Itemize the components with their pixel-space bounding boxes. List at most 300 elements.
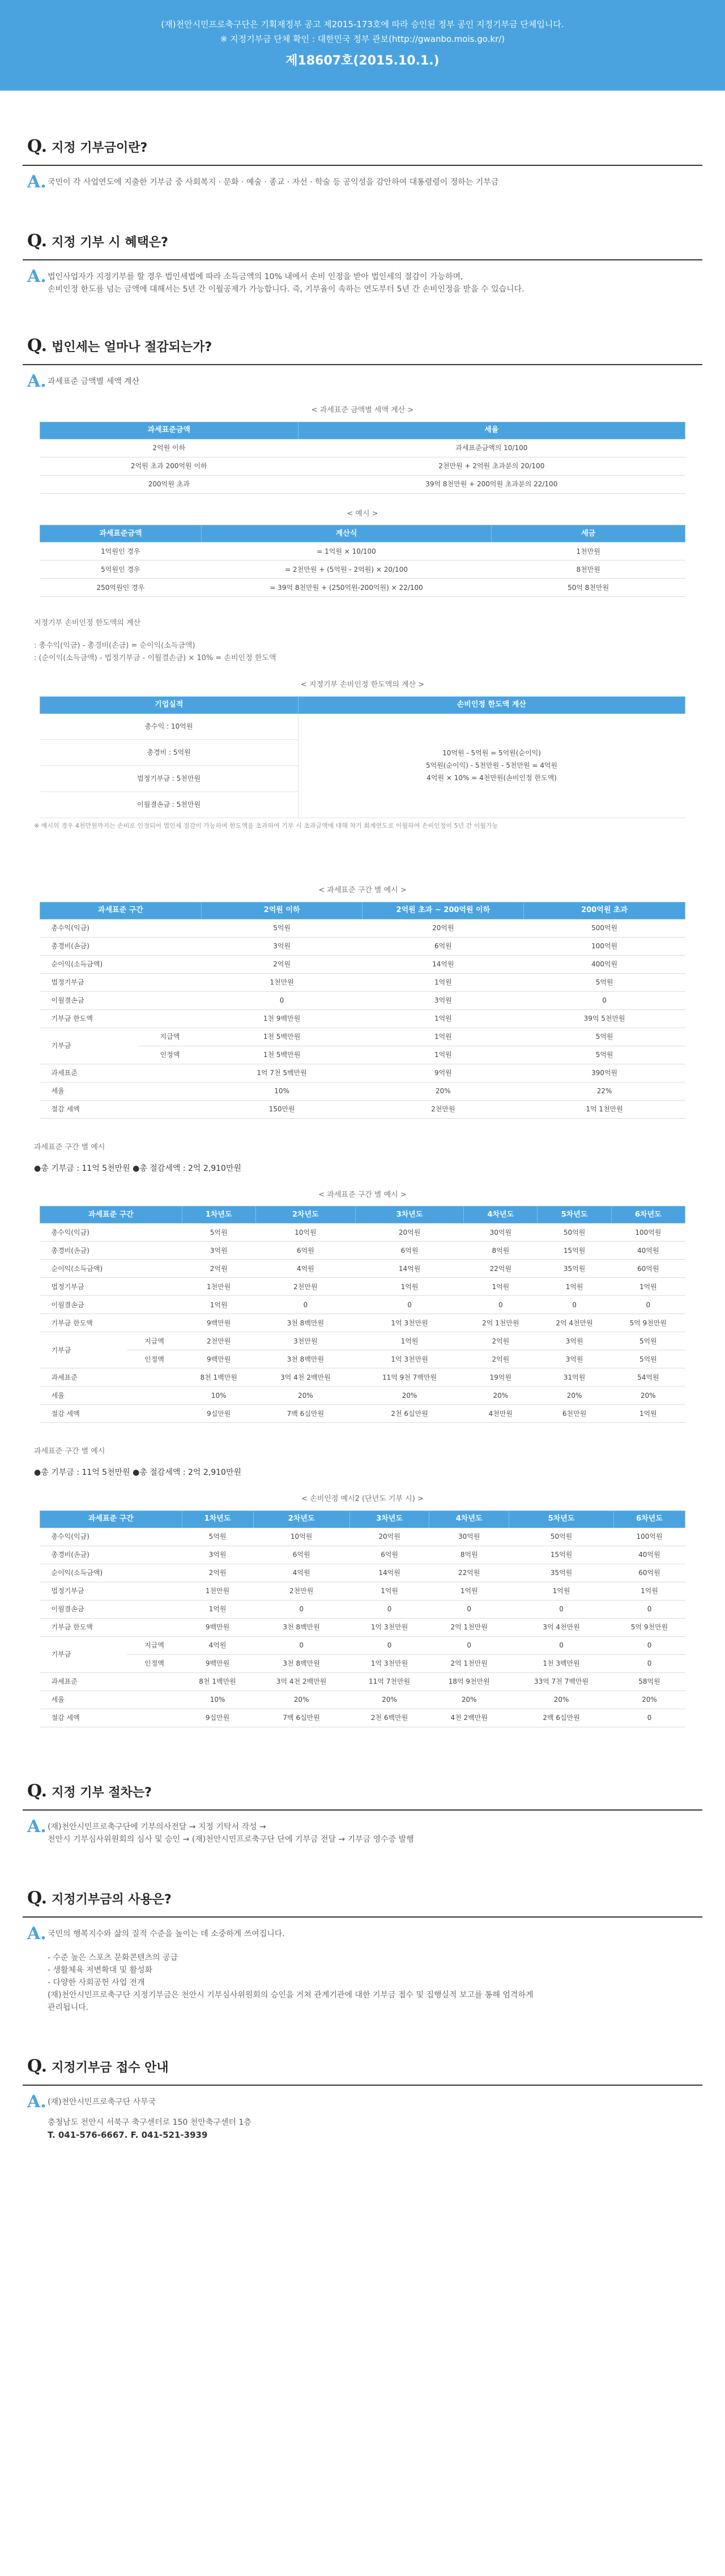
table-cell: 33억 7천 7백만원 bbox=[509, 1672, 614, 1691]
table-cell: 2억원 bbox=[201, 955, 362, 973]
table-cell: 0 bbox=[614, 1709, 685, 1727]
table-header: 6차년도 bbox=[614, 1510, 685, 1527]
table-header: 1차년도 bbox=[182, 1206, 255, 1223]
table-cell: 0 bbox=[349, 1600, 429, 1618]
table-cell: 10억원 bbox=[255, 1223, 355, 1242]
row-label: 기부금 bbox=[40, 1636, 127, 1672]
answer-line: (재)천안시민프로축구단 지정기부금은 천안시 기부심사위원회의 승인을 거쳐 관계기관에 대한 기부금 접수 및 집행실적 보고를 통해 엄격하게 bbox=[48, 1990, 534, 2000]
faq-section-4 bbox=[23, 1778, 702, 1846]
table-header: 2억원 초과 ~ 200억원 이하 bbox=[362, 902, 524, 919]
table-cell: 3억원 bbox=[201, 937, 362, 955]
table-cell: 35억원 bbox=[538, 1260, 611, 1278]
table-cell: 1억원인 경우 bbox=[40, 542, 202, 560]
row-label: 이월결손금 bbox=[40, 991, 202, 1009]
table-header: 과세표준 구간 bbox=[40, 902, 202, 919]
table-row bbox=[40, 439, 685, 457]
table-cell: 1억원 bbox=[611, 1278, 685, 1296]
table-cell: 100억원 bbox=[611, 1223, 685, 1242]
question-title: 지정기부금 접수 안내 bbox=[52, 2060, 169, 2075]
row-label: 과세표준 bbox=[40, 1368, 182, 1387]
table-cell: 1천만원 bbox=[201, 973, 362, 991]
table-cell: 2억원 bbox=[182, 1260, 255, 1278]
question-title: 지정 기부 시 혜택은? bbox=[52, 236, 168, 250]
formula-line: : (순이익(소득금액) - 법정기부금 - 이월결손금) × 10% = 손비인정 한도액 bbox=[34, 654, 276, 662]
table-cell: 3억원 bbox=[538, 1350, 611, 1368]
faq-section-6 bbox=[23, 2053, 702, 2141]
table-cell: 2천만원 bbox=[255, 1278, 355, 1296]
table-cell: 1억원 bbox=[611, 1405, 685, 1423]
table-cell: 3억원 bbox=[538, 1332, 611, 1350]
table-cell: 6억원 bbox=[362, 937, 524, 955]
table-cell: 18억 9천만원 bbox=[429, 1672, 509, 1691]
row-label: 이월결손금 bbox=[40, 1600, 182, 1618]
table-cell: 3천만원 bbox=[255, 1332, 355, 1350]
table-cell: 1억원 bbox=[355, 1332, 463, 1350]
table-cell: 0 bbox=[355, 1296, 463, 1314]
table-cell: 6억원 bbox=[349, 1546, 429, 1564]
table-row bbox=[40, 579, 685, 597]
table-cell: 총수익 : 10억원 bbox=[40, 713, 298, 739]
table-cell: 4천 2백만원 bbox=[429, 1709, 509, 1727]
table-cell: 20% bbox=[509, 1691, 614, 1709]
table-cell: 39억 8천만원 + 200억원 초과분의 22/100 bbox=[298, 475, 685, 493]
table-cell: 1천 3백만원 bbox=[509, 1654, 614, 1672]
table-cell: 2억원 초과 200억원 이하 bbox=[40, 457, 298, 475]
row-sublabel: 인정액 bbox=[127, 1350, 182, 1368]
answer bbox=[23, 1918, 702, 2014]
table-cell: 법정기부금 : 5천만원 bbox=[40, 765, 298, 791]
table-cell: 19억원 bbox=[464, 1368, 538, 1387]
table-cell: 1억원 bbox=[509, 1582, 614, 1600]
table-cell: 0 bbox=[614, 1636, 685, 1654]
question-title: 지정기부금의 사용은? bbox=[52, 1892, 172, 1907]
table-cell: 0 bbox=[611, 1296, 685, 1314]
a-marker: A. bbox=[27, 172, 46, 192]
single-year-example-table bbox=[40, 1510, 685, 1727]
table-cell: 1천 9백만원 bbox=[201, 1009, 362, 1028]
table-cell: 5억 9천만원 bbox=[611, 1314, 685, 1332]
table-row bbox=[40, 991, 685, 1009]
table-row bbox=[40, 1405, 685, 1423]
row-label: 법정기부금 bbox=[40, 973, 202, 991]
table-row bbox=[40, 1009, 685, 1028]
table-cell: 30억원 bbox=[429, 1527, 509, 1546]
row-label: 순이익(소득금액) bbox=[40, 1260, 182, 1278]
deduction-limit-table bbox=[40, 696, 685, 818]
table-header: 세율 bbox=[298, 422, 685, 439]
table-header: 5차년도 bbox=[538, 1206, 611, 1223]
table-cell: 0 bbox=[349, 1636, 429, 1654]
table-header-row bbox=[40, 1510, 685, 1527]
table-header: 4차년도 bbox=[429, 1510, 509, 1527]
table-cell: 1천 5백만원 bbox=[201, 1028, 362, 1046]
answer-text: 과세표준 금액별 세액 계산 bbox=[48, 377, 140, 386]
table-cell: 11억 7천만원 bbox=[349, 1672, 429, 1691]
answer-text: 국민이 각 사업연도에 지출한 기부금 중 사회복지 · 문화 · 예술 · 종교 · 자선 · 학술 등 공익성을 감안하여 대통령령이 정하는 기부금 bbox=[48, 178, 499, 187]
table-cell: 1억원 bbox=[464, 1278, 538, 1296]
question-heading bbox=[23, 1778, 702, 1811]
a-marker: A. bbox=[27, 1816, 46, 1837]
calc-line: 4억원 × 10% = 4천만원(손비인정 한도액) bbox=[427, 774, 557, 782]
answer bbox=[23, 166, 702, 191]
answer-line: 국민의 행복지수와 삶의 질적 수준을 높이는 데 소중하게 쓰여집니다. bbox=[48, 1929, 285, 1939]
table-cell: 100억원 bbox=[524, 937, 685, 955]
footnote: ※ 예시의 경우 4천만원까지는 손비로 인정되어 법인세 절감이 가능하며 한도액을 초과하여 기부 시 초과금액에 대해 차기 회계연도로 이월하여 손비인정이 5년 간 이월가능 bbox=[34, 821, 498, 829]
table-row bbox=[40, 1600, 685, 1618]
table-row bbox=[40, 1082, 685, 1100]
table-cell: 2천 6백만원 bbox=[349, 1709, 429, 1727]
table-cell: 9백만원 bbox=[182, 1350, 255, 1368]
table-cell: 1억원 bbox=[614, 1582, 685, 1600]
table-header: 3차년도 bbox=[349, 1510, 429, 1527]
table-cell: 총경비 : 5억원 bbox=[40, 739, 298, 765]
row-label: 절감 세액 bbox=[40, 1100, 202, 1118]
contact-address: 충청남도 천안시 서북구 축구센터로 150 천안축구센터 1층 bbox=[48, 2117, 251, 2127]
question-title: 지정 기부 절차는? bbox=[52, 1785, 152, 1800]
row-label: 기부금 bbox=[40, 1028, 139, 1064]
table-cell: 50억원 bbox=[538, 1223, 611, 1242]
table-cell: 20% bbox=[614, 1691, 685, 1709]
table-cell: 0 bbox=[464, 1296, 538, 1314]
table-row bbox=[40, 919, 685, 937]
table-header: 세금 bbox=[492, 525, 685, 542]
row-label: 총경비(손금) bbox=[40, 1546, 182, 1564]
answer-text bbox=[44, 1818, 414, 1846]
bracket-example-table bbox=[40, 902, 685, 1119]
row-sublabel: 지급액 bbox=[127, 1636, 182, 1654]
table-cell: 20억원 bbox=[349, 1527, 429, 1546]
row-label: 기부금 bbox=[40, 1332, 127, 1368]
table-cell: 1억 3천만원 bbox=[349, 1654, 429, 1672]
row-label: 이월결손금 bbox=[40, 1296, 182, 1314]
q-marker: Q. bbox=[27, 136, 48, 156]
table-cell: 9십만원 bbox=[182, 1405, 255, 1423]
table-cell: 250억원인 경우 bbox=[40, 579, 202, 597]
table-header: 과세표준금액 bbox=[40, 525, 202, 542]
question-heading bbox=[23, 134, 702, 166]
table-cell: 3억원 bbox=[362, 991, 524, 1009]
table-cell: 1억원 bbox=[362, 1028, 524, 1046]
answer-line: 천안시 기부심사위원회의 심사 및 승인 → (재)천안시민프로축구단 단에 기부금 전달 → 기부금 영수증 발행 bbox=[48, 1834, 414, 1844]
table-cell: 2천만원 bbox=[253, 1582, 349, 1600]
table-cell: 15억원 bbox=[538, 1242, 611, 1260]
answer-line: - 수준 높은 스포츠 문화콘텐츠의 공급 bbox=[48, 1953, 178, 1962]
table-body bbox=[40, 1223, 685, 1423]
table-header: 3차년도 bbox=[355, 1206, 463, 1223]
a-marker: A. bbox=[27, 371, 46, 391]
table-cell: 10% bbox=[201, 1082, 362, 1100]
table-body bbox=[40, 919, 685, 1118]
table-cell: 0 bbox=[614, 1600, 685, 1618]
table-cell: 2백 6십만원 bbox=[509, 1709, 614, 1727]
answer bbox=[23, 2086, 702, 2141]
table-cell: 20% bbox=[362, 1082, 524, 1100]
table-header: 2차년도 bbox=[253, 1510, 349, 1527]
example-summary: ●총 기부금 : 11억 5천만원 ●총 절감세액 : 2억 2,910만원 bbox=[34, 1163, 242, 1173]
table-cell: 54억원 bbox=[611, 1368, 685, 1387]
table-cell: 1억원 bbox=[349, 1582, 429, 1600]
table-row bbox=[40, 1636, 685, 1654]
table-row bbox=[40, 955, 685, 973]
row-label: 기부금 한도액 bbox=[40, 1618, 182, 1636]
table-cell: 200억원 초과 bbox=[40, 475, 298, 493]
table-cell: 3억 4천만원 bbox=[509, 1618, 614, 1636]
table-header: 4차년도 bbox=[464, 1206, 538, 1223]
faq-section-1 bbox=[23, 134, 702, 191]
row-label: 기부금 한도액 bbox=[40, 1009, 202, 1028]
row-label: 총경비(손금) bbox=[40, 1242, 182, 1260]
table-row bbox=[40, 1564, 685, 1582]
row-sublabel: 인정액 bbox=[127, 1654, 182, 1672]
example-table bbox=[40, 525, 685, 597]
answer bbox=[23, 260, 702, 296]
table-cell: 1억원 bbox=[182, 1296, 255, 1314]
table-caption: < 과세표준 금액별 세액 계산 > bbox=[311, 406, 414, 414]
faq-section-3 bbox=[23, 333, 702, 1727]
contact-phone-fax: T. 041-576-6667. F. 041-521-3939 bbox=[48, 2129, 208, 2140]
table-row bbox=[40, 1332, 685, 1350]
table-cell: 1천만원 bbox=[182, 1278, 255, 1296]
table-cell: 14억원 bbox=[349, 1564, 429, 1582]
table-cell: 10% bbox=[182, 1387, 255, 1405]
question-title: 법인세는 얼마나 절감되는가? bbox=[52, 340, 212, 354]
table-cell: 0 bbox=[253, 1600, 349, 1618]
table-cell: 1억원 bbox=[182, 1600, 253, 1618]
table-cell: 1천 5백만원 bbox=[201, 1046, 362, 1064]
table-cell: 7백 6십만원 bbox=[255, 1405, 355, 1423]
table-cell: 20% bbox=[429, 1691, 509, 1709]
answer-line: 법인사업자가 지정기부를 할 경우 법인세법에 따라 소득금액의 10% 내에서 손비 인정을 받아 법인세의 절감이 가능하며, bbox=[48, 272, 463, 281]
table-cell: = 39억 8천만원 + (250억원-200억원) × 22/100 bbox=[201, 579, 492, 597]
example-note: 과세표준 구간 별 예시 bbox=[34, 1447, 105, 1456]
table-cell: 4억원 bbox=[253, 1564, 349, 1582]
table-cell: 20% bbox=[538, 1387, 611, 1405]
example-note: 과세표준 구간 별 예시 bbox=[34, 1142, 105, 1152]
table-cell: 1억 1천만원 bbox=[524, 1100, 685, 1118]
table-cell: 5억원인 경우 bbox=[40, 560, 202, 579]
row-label: 순이익(소득금액) bbox=[40, 955, 202, 973]
table-cell: 0 bbox=[614, 1654, 685, 1672]
table-cell: 3천 8백만원 bbox=[253, 1618, 349, 1636]
table-cell: 5억 9천만원 bbox=[614, 1618, 685, 1636]
table-cell: 390억원 bbox=[524, 1064, 685, 1082]
calc-line: 10억원 - 5억원 = 5억원(순이익) bbox=[442, 749, 541, 757]
table-cell: 10억원 bbox=[253, 1527, 349, 1546]
table-cell: 2억원 이하 bbox=[40, 439, 298, 457]
table-row bbox=[40, 1064, 685, 1082]
table-cell: 0 bbox=[524, 991, 685, 1009]
table-cell: 50억 8천만원 bbox=[492, 579, 685, 597]
table-cell: 0 bbox=[509, 1636, 614, 1654]
row-sublabel: 지급액 bbox=[139, 1028, 202, 1046]
table-cell: 40억원 bbox=[611, 1242, 685, 1260]
table-cell: 0 bbox=[538, 1296, 611, 1314]
table-row bbox=[40, 1278, 685, 1296]
a-marker: A. bbox=[27, 267, 46, 286]
table-cell: 1억 3천만원 bbox=[349, 1618, 429, 1636]
table-cell: 3억 4천 2백만원 bbox=[253, 1672, 349, 1691]
table-cell: 20% bbox=[255, 1387, 355, 1405]
table-row bbox=[40, 1654, 685, 1672]
table-cell: 9백만원 bbox=[182, 1654, 253, 1672]
table-cell: 5억원 bbox=[524, 973, 685, 991]
table-cell: 4천만원 bbox=[464, 1405, 538, 1423]
table-cell: 58억원 bbox=[614, 1672, 685, 1691]
table-cell: 2억원 bbox=[464, 1332, 538, 1350]
table-caption: < 과세표준 구간 별 예시 > bbox=[318, 886, 407, 895]
table-cell: 7백 6십만원 bbox=[253, 1709, 349, 1727]
table-cell: 22억원 bbox=[464, 1260, 538, 1278]
table-cell: 20% bbox=[464, 1387, 538, 1405]
header-banner bbox=[0, 0, 725, 91]
q-marker: Q. bbox=[27, 1781, 48, 1801]
table-cell: 6천만원 bbox=[538, 1405, 611, 1423]
table-header-row bbox=[40, 1206, 685, 1223]
table-cell: 1억원 bbox=[429, 1582, 509, 1600]
table-cell: 9억원 bbox=[362, 1064, 524, 1082]
table-cell: 1억원 bbox=[355, 1278, 463, 1296]
table-cell: 30억원 bbox=[464, 1223, 538, 1242]
table-cell: 100억원 bbox=[614, 1527, 685, 1546]
table-cell: 20% bbox=[349, 1691, 429, 1709]
table-cell: 0 bbox=[201, 991, 362, 1009]
banner-line-1: (재)천안시민프로축구단은 기획재정부 공고 제2015-173호에 따라 승인된 정부 공인 지정기부금 단체입니다. bbox=[161, 19, 564, 29]
table-row bbox=[40, 1100, 685, 1118]
answer-line: 관리됩니다. bbox=[48, 2002, 89, 2012]
row-label: 세율 bbox=[40, 1387, 182, 1405]
table-caption: < 손비인정 예시2 (단년도 기부 시) > bbox=[301, 1495, 424, 1503]
table-cell: 2천만원 bbox=[362, 1100, 524, 1118]
table-cell: 35억원 bbox=[509, 1564, 614, 1582]
answer-text bbox=[44, 268, 524, 296]
table-cell: 1억원 bbox=[362, 1046, 524, 1064]
table-cell: 9십만원 bbox=[182, 1709, 253, 1727]
question-heading bbox=[23, 2053, 702, 2086]
table-header: 과세표준 구간 bbox=[40, 1206, 182, 1223]
table-cell: 5억원 bbox=[182, 1223, 255, 1242]
table-header: 5차년도 bbox=[509, 1510, 614, 1527]
table-cell: 60억원 bbox=[614, 1564, 685, 1582]
table-cell: 1천만원 bbox=[182, 1582, 253, 1600]
table-row bbox=[40, 560, 685, 579]
table-row bbox=[40, 1223, 685, 1242]
row-sublabel: 지급액 bbox=[127, 1332, 182, 1350]
table-cell: 1억원 bbox=[362, 1009, 524, 1028]
table-cell: 과세표준금액의 10/100 bbox=[298, 439, 685, 457]
example-summary: ●총 기부금 : 11억 5천만원 ●총 절감세액 : 2억 2,910만원 bbox=[34, 1468, 242, 1477]
table-cell: 500억원 bbox=[524, 919, 685, 937]
table-row bbox=[40, 1582, 685, 1600]
table-cell: 22억원 bbox=[429, 1564, 509, 1582]
formula-title: 지정기부 손비인정 한도액의 계산 bbox=[34, 619, 141, 627]
table-row bbox=[40, 1242, 685, 1260]
a-marker: A. bbox=[27, 2091, 46, 2112]
row-label: 총경비(손금) bbox=[40, 937, 202, 955]
table-cell: 3억원 bbox=[182, 1242, 255, 1260]
table-row bbox=[40, 475, 685, 493]
table-cell: 9백만원 bbox=[182, 1314, 255, 1332]
table-cell: 2천만원 bbox=[182, 1332, 255, 1350]
table-cell: 3천 8백만원 bbox=[255, 1314, 355, 1332]
question-heading bbox=[23, 333, 702, 365]
table-cell: 8천 1백만원 bbox=[182, 1368, 255, 1387]
question-heading bbox=[23, 1885, 702, 1918]
table-row bbox=[40, 1260, 685, 1278]
table-cell: = 1억원 × 10/100 bbox=[201, 542, 492, 560]
table-cell: 39억 5천만원 bbox=[524, 1009, 685, 1028]
table-cell: 5억원 bbox=[201, 919, 362, 937]
table-cell: 400억원 bbox=[524, 955, 685, 973]
table-cell: 0 bbox=[429, 1600, 509, 1618]
table-cell: 20억원 bbox=[362, 919, 524, 937]
table-cell: 0 bbox=[509, 1600, 614, 1618]
table-row bbox=[40, 1387, 685, 1405]
table-header: 2차년도 bbox=[255, 1206, 355, 1223]
table-row bbox=[40, 713, 685, 739]
table-cell: 1억 3천만원 bbox=[355, 1350, 463, 1368]
table-header: 과세표준 구간 bbox=[40, 1510, 182, 1527]
table-header: 2억원 이하 bbox=[201, 902, 362, 919]
table-cell: 3천 8백만원 bbox=[253, 1654, 349, 1672]
calc-cell bbox=[298, 713, 685, 818]
table-cell: 20% bbox=[611, 1387, 685, 1405]
answer bbox=[23, 365, 702, 390]
table-cell: 50억원 bbox=[509, 1527, 614, 1546]
table-cell: 8억원 bbox=[464, 1242, 538, 1260]
row-label: 총수익(익금) bbox=[40, 1527, 182, 1546]
table-row bbox=[40, 1546, 685, 1564]
table-header: 기업실적 bbox=[40, 696, 298, 713]
calc-line: 5억원(순이익) - 5천만원 - 5천만원 = 4억원 bbox=[425, 761, 558, 769]
row-label: 절감 세액 bbox=[40, 1405, 182, 1423]
banner-registration-number: 제18607호(2015.10.1.) bbox=[285, 54, 440, 68]
table-header: 200억원 초과 bbox=[524, 902, 685, 919]
table-cell: 14억원 bbox=[362, 955, 524, 973]
answer bbox=[23, 1811, 702, 1846]
row-label: 절감 세액 bbox=[40, 1709, 182, 1727]
table-cell: 3억원 bbox=[182, 1546, 253, 1564]
table-cell: 2억 1천만원 bbox=[464, 1314, 538, 1332]
table-row bbox=[40, 457, 685, 475]
table-row bbox=[40, 937, 685, 955]
row-label: 법정기부금 bbox=[40, 1278, 182, 1296]
table-row bbox=[40, 1709, 685, 1727]
question-heading bbox=[23, 228, 702, 260]
q-marker: Q. bbox=[27, 231, 48, 251]
table-cell: 31억원 bbox=[538, 1368, 611, 1387]
table-cell: 5억원 bbox=[182, 1527, 253, 1546]
multi-year-example-table bbox=[40, 1206, 685, 1423]
answer-text bbox=[44, 1925, 534, 2014]
table-cell: 20% bbox=[253, 1691, 349, 1709]
table-cell: 2억 1천만원 bbox=[429, 1654, 509, 1672]
table-header: 과세표준금액 bbox=[40, 422, 298, 439]
table-cell: 60억원 bbox=[611, 1260, 685, 1278]
row-label: 순이익(소득금액) bbox=[40, 1564, 182, 1582]
table-cell: 1억 7천 5백만원 bbox=[201, 1064, 362, 1082]
row-label: 과세표준 bbox=[40, 1672, 182, 1691]
table-header: 1차년도 bbox=[182, 1510, 253, 1527]
table-cell: = 2천만원 + (5억원 - 2억원) × 20/100 bbox=[201, 560, 492, 579]
table-cell: 2억 1천만원 bbox=[429, 1618, 509, 1636]
table-row bbox=[40, 1350, 685, 1368]
table-cell: 2억 4천만원 bbox=[538, 1314, 611, 1332]
faq-section-5 bbox=[23, 1885, 702, 2014]
table-cell: 1억원 bbox=[362, 973, 524, 991]
table-cell: 150만원 bbox=[201, 1100, 362, 1118]
table-cell: 0 bbox=[255, 1296, 355, 1314]
q-marker: Q. bbox=[27, 1888, 48, 1908]
